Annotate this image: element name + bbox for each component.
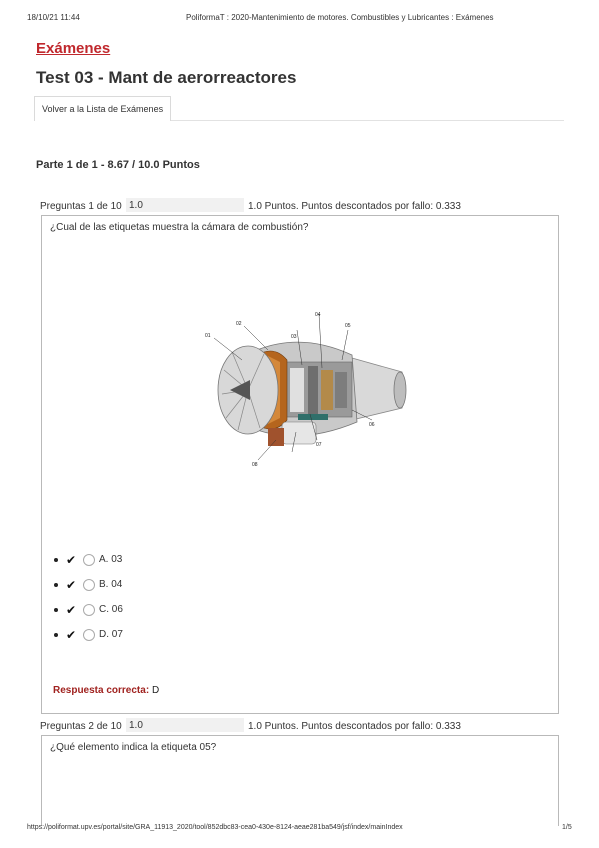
engine-label-01: 01 [205, 333, 211, 339]
engine-label-03: 03 [291, 334, 297, 340]
option-c-label: C. 06 [99, 604, 123, 615]
question-1-text: ¿Cual de las etiquetas muestra la cámara de combustión? [50, 222, 309, 233]
breadcrumb-examenes[interactable]: Exámenes [36, 40, 111, 57]
bullet-icon [54, 558, 58, 562]
print-datetime: 18/10/21 11:44 [27, 13, 80, 22]
check-icon: ✔ [66, 577, 77, 592]
radio-button[interactable] [83, 554, 95, 566]
correct-answer [53, 685, 159, 696]
option-c[interactable] [54, 597, 123, 622]
check-icon: ✔ [66, 602, 77, 617]
radio-button[interactable] [83, 629, 95, 641]
print-page-title: PoliformaT : 2020-Mantenimiento de motores. Combustibles y Lubricantes : Exámenes [186, 13, 494, 22]
question-2-number: Preguntas 2 de 10 [40, 721, 122, 732]
option-b[interactable] [54, 572, 123, 597]
engine-label-02: 02 [236, 321, 242, 327]
question-1-box [41, 215, 559, 714]
option-a-label: A. 03 [99, 554, 123, 565]
option-a[interactable] [54, 547, 123, 572]
option-d[interactable] [54, 622, 123, 647]
question-1-score-input[interactable] [126, 198, 244, 212]
back-to-exam-list-tab[interactable]: Volver a la Lista de Exámenes [34, 96, 171, 121]
option-d-label: D. 07 [99, 629, 123, 640]
bullet-icon [54, 633, 58, 637]
check-icon: ✔ [66, 627, 77, 642]
engine-label-06: 06 [369, 422, 375, 428]
question-2-score-input[interactable] [126, 718, 244, 732]
correct-answer-value: D [151, 685, 160, 696]
correct-answer-label: Respuesta correcta: [53, 685, 150, 696]
engine-label-05: 05 [345, 323, 351, 329]
check-icon: ✔ [66, 552, 77, 567]
engine-label-04: 04 [315, 312, 321, 318]
print-page-number: 1/5 [562, 824, 572, 831]
question-1-options [54, 547, 123, 647]
question-2-text: ¿Qué elemento indica la etiqueta 05? [50, 742, 217, 753]
engine-label-07: 07 [316, 442, 322, 448]
bullet-icon [54, 608, 58, 612]
print-url: https://poliformat.upv.es/portal/site/GRA_11913_2020/tool/852dbc83-cea0-430e-8124-aeae281ba549/jsf/index/mainIndex [27, 824, 403, 831]
question-2-points: 1.0 Puntos. Puntos descontados por fallo: 0.333 [248, 721, 461, 732]
question-1-number: Preguntas 1 de 10 [40, 201, 122, 212]
turbofan-engine-image [202, 310, 412, 470]
question-2-box [41, 735, 559, 826]
engine-label-08: 08 [252, 462, 258, 468]
page-title: Test 03 - Mant de aerorreactores [36, 68, 297, 87]
section-title: Parte 1 de 1 - 8.67 / 10.0 Puntos [36, 159, 200, 171]
radio-button[interactable] [83, 579, 95, 591]
option-b-label: B. 04 [99, 579, 123, 590]
tab-bar [34, 96, 564, 121]
radio-button[interactable] [83, 604, 95, 616]
question-1-points: 1.0 Puntos. Puntos descontados por fallo: 0.333 [248, 201, 461, 212]
bullet-icon [54, 583, 58, 587]
